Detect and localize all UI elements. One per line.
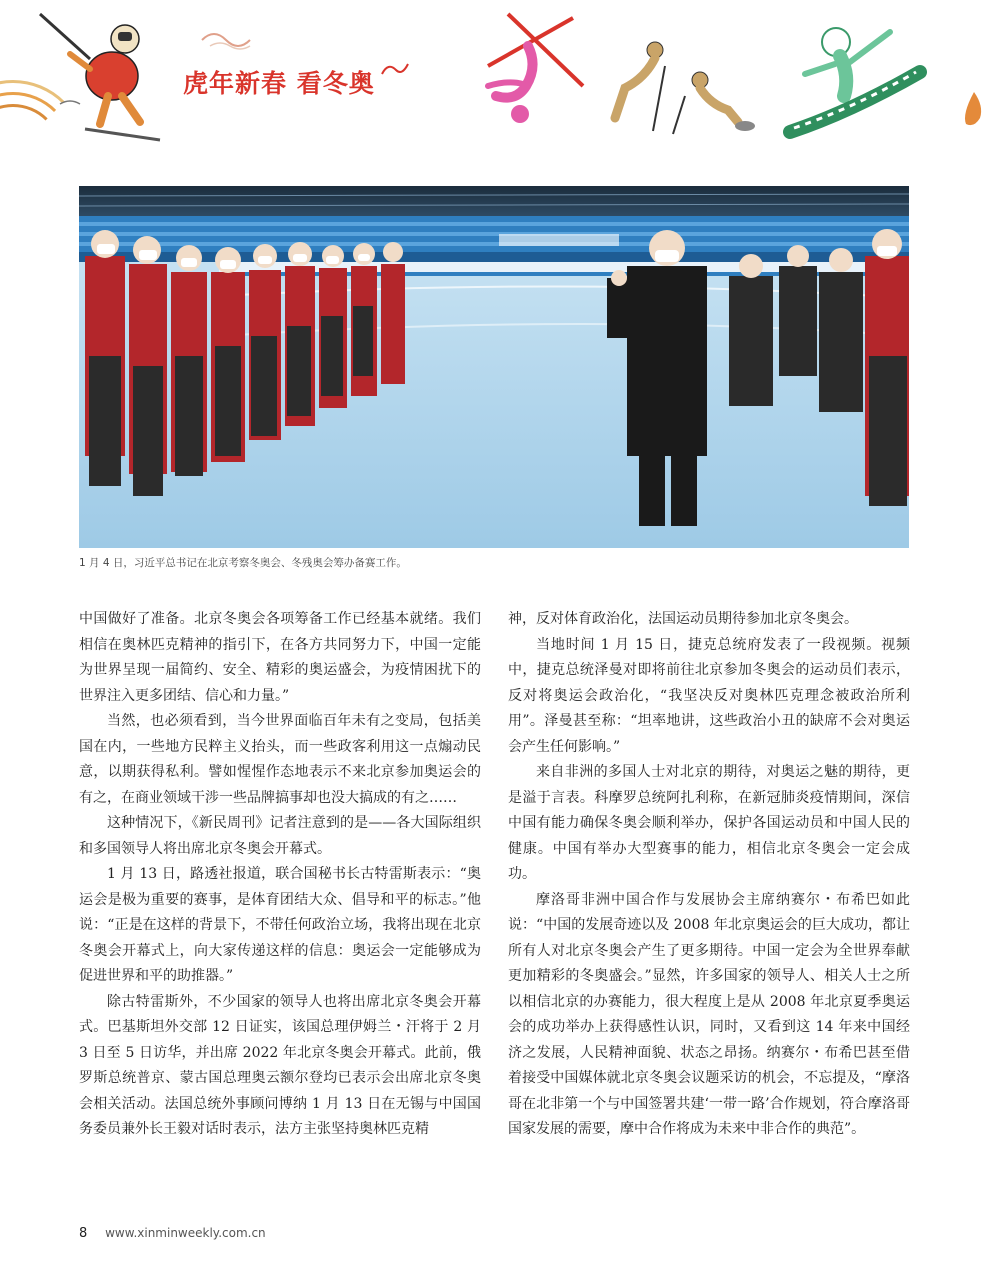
- website-link[interactable]: www.xinminweekly.com.cn: [105, 1226, 266, 1240]
- page-footer: [79, 1226, 266, 1241]
- flame-ornament-icon: [960, 90, 988, 130]
- paragraph: 1 月 13 日，路透社报道，联合国秘书长古特雷斯表示：“奥运会是极为重要的赛事，是体育团结大众、倡导和平的标志。”他说：“正是在这样的背景下，不带任何政治立场，我将出现在北京冬奥会开幕式上，向大家传递这样的信息：奥运会一定能够成为促进世界和平的助推器。”: [79, 866, 481, 984]
- paragraph: 这种情况下，《新民周刊》记者注意到的是——各大国际组织和多国领导人将出席北京冬奥会开幕式。: [79, 815, 481, 857]
- cloud-swirl-icon: [380, 60, 410, 80]
- section-title-part2: 看冬奥: [296, 69, 375, 98]
- article-column-right: [508, 607, 910, 1143]
- snowboarder-icon: [780, 12, 930, 142]
- paragraph: 除古特雷斯外，不少国家的领导人也将出席北京冬奥会开幕式。巴基斯坦外交部 12 日证实，该国总理伊姆兰・汗将于 2 月 3 日至 5 日访华，并出席 2022 年北京冬奥会开幕式。此前，俄罗斯总统普京、蒙古国总理奥云额尔登均已表示会出席北京冬奥会相关活动。法国总统外事顾问博纳 1 月 13 日在无锡与中国国务委员兼外长王毅对话时表示，法方主张坚持奥林匹克精: [79, 993, 481, 1137]
- photo-caption: 1 月 4 日，习近平总书记在北京考察冬奥会、冬残奥会筹办备赛工作。: [79, 557, 407, 569]
- curler-icon: [605, 36, 765, 136]
- paragraph: 当地时间 1 月 15 日，捷克总统府发表了一段视频。视频中，捷克总统泽曼对即将前往北京参加冬奥会的运动员们表示，反对将奥运会政治化，“我坚决反对奥林匹克理念被政治所利用”。泽曼甚至称：“坦率地讲，这些政治小丑的缺席不会对奥运会产生任何影响。”: [508, 636, 910, 755]
- paragraph: 来自非洲的多国人士对北京的期待，对奥运之魅的期待，更是溢于言表。科摩罗总统阿扎利称，在新冠肺炎疫情期间，深信中国有能力确保冬奥会顺利举办，保护各国运动员和中国人民的健康。中国有举办大型赛事的能力，相信北京冬奥会一定会成功。: [508, 764, 910, 882]
- header-banner: [0, 0, 988, 150]
- speed-skating-oval-photo: [79, 186, 909, 548]
- paragraph: 神，反对体育政治化，法国运动员期待参加北京冬奥会。: [508, 611, 858, 627]
- article-column-left: [79, 607, 481, 1143]
- section-title: [183, 64, 375, 100]
- news-photo: [79, 186, 909, 548]
- paragraph: 摩洛哥非洲中国合作与发展协会主席纳赛尔・布希巴如此说：“中国的发展奇迹以及 2008 年北京奥运会的巨大成功，都让所有人对北京冬奥会产生了更多期待。中国一定会为全世界奉献更加精彩的冬奥盛会。”显然，许多国家的领导人、相关人士之所以相信北京的办赛能力，很大程度上是从 2008 年北京夏季奥运会的成功举办上获得感性认识，同时，又看到这 14 年来中国经济之发展，人民精神面貌、状态之昂扬。纳赛尔・布希巴甚至借着接受中国媒体就北京冬奥会议题采访的机会，不忘提及，“摩洛哥在北非第一个与中国签署共建‘一带一路’合作规划，符合摩洛哥国家发展的需要，摩中合作将成为未来中非合作的典范”。: [508, 891, 910, 1137]
- section-title-part1: 虎年新春: [183, 69, 288, 98]
- tiger-skier-icon: [30, 4, 170, 144]
- swirl-ornament-icon: [200, 28, 260, 52]
- aerial-skier-icon: [468, 6, 598, 136]
- paragraph: 中国做好了准备。北京冬奥会各项筹备工作已经基本就绪。我们相信在奥林匹克精神的指引下，在各方共同努力下，中国一定能为世界呈现一届简约、安全、精彩的奥运盛会，为疫情困扰下的世界注入更多团结、信心和力量。”: [79, 611, 481, 704]
- page-number: 8: [79, 1226, 88, 1241]
- paragraph: 当然，也必须看到，当今世界面临百年未有之变局，包括美国在内，一些地方民粹主义抬头，而一些政客利用这一点煽动民意，以期获得私利。譬如惺惺作态地表示不来北京参加奥运会的有之，在商业领域干涉一些品牌搞事却也没大搞成的有之……: [79, 713, 481, 806]
